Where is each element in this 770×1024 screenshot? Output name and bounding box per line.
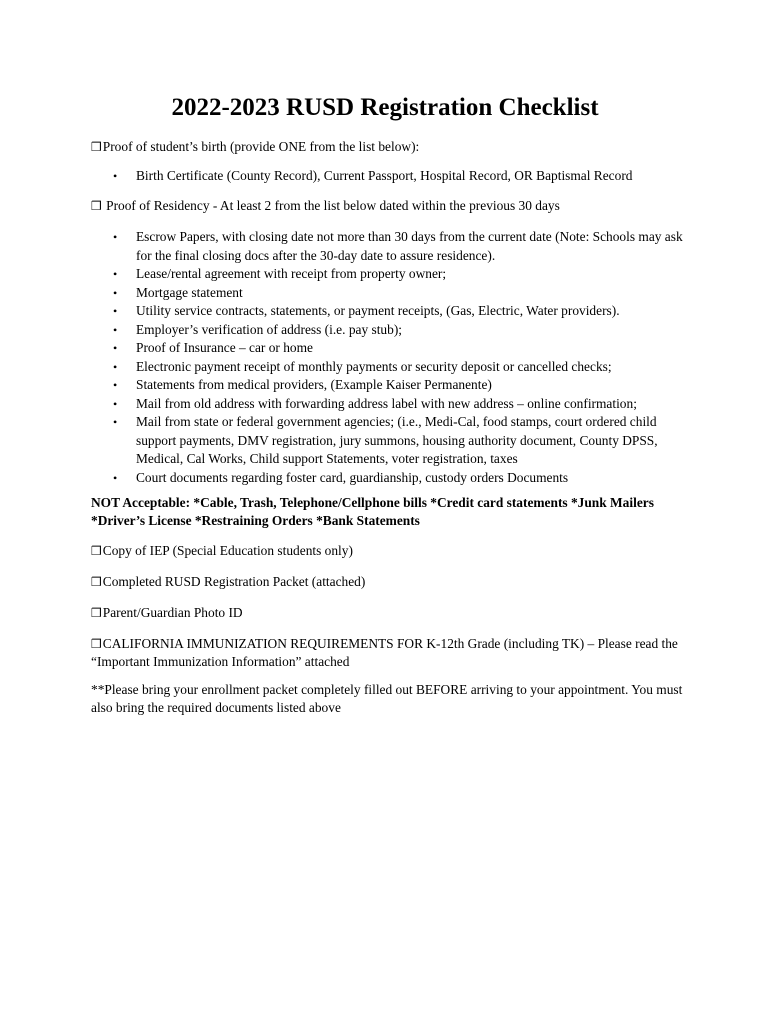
list-item-text: Lease/rental agreement with receipt from property owner; <box>136 266 447 281</box>
list-item <box>91 265 691 284</box>
checkbox-icon: ❒ <box>91 140 102 154</box>
list-item <box>91 339 691 358</box>
packet-label: Completed RUSD Registration Packet (attached) <box>102 574 366 589</box>
bullet-icon: • <box>113 378 118 392</box>
list-item-text: Birth Certificate (County Record), Current Passport, Hospital Record, OR Baptismal Record <box>136 168 633 183</box>
birth-proof-label: Proof of student’s birth (provide ONE from the list below): <box>102 139 420 154</box>
photo-id-label: Parent/Guardian Photo ID <box>102 605 243 620</box>
list-item-text: Utility service contracts, statements, or payment receipts, (Gas, Electric, Water providers). <box>136 303 620 318</box>
bullet-icon: • <box>113 359 118 374</box>
photo-id-item <box>91 604 691 622</box>
bullet-icon: • <box>113 341 118 355</box>
bullet-icon: • <box>113 169 118 183</box>
birth-proof-list <box>91 167 691 186</box>
checkbox-icon: ❒ <box>91 544 102 558</box>
list-item <box>91 376 691 395</box>
immunization-item <box>91 635 691 671</box>
bullet-icon: • <box>113 322 118 337</box>
list-item-text: Escrow Papers, with closing date not more than 30 days from the current date (Note: Schools may ask for the final closing docs after the 30-day date to assure residence). <box>136 229 683 263</box>
list-item <box>91 302 691 321</box>
immunization-label: CALIFORNIA IMMUNIZATION REQUIREMENTS FOR K-12th Grade (including TK) – Please read the “Important Immunization Information” attached <box>91 636 678 669</box>
bullet-icon: • <box>113 470 118 485</box>
birth-proof-heading <box>91 138 691 156</box>
list-item-text: Employer’s verification of address (i.e. pay stub); <box>136 321 403 337</box>
not-acceptable-notice: NOT Acceptable: *Cable, Trash, Telephone/Cellphone bills *Credit card statements *Junk Mailers *Driver’s License *Restraining Orders *Bank Statements <box>91 495 654 528</box>
list-item <box>91 395 691 414</box>
bullet-icon: • <box>113 230 118 244</box>
list-item-text: Proof of Insurance – car or home <box>136 340 313 355</box>
checkbox-icon: ❒ <box>91 199 102 213</box>
residency-proof-heading <box>91 197 691 215</box>
page-title: 2022-2023 RUSD Registration Checklist <box>171 94 599 121</box>
checkbox-icon: ❒ <box>91 606 102 620</box>
list-item-text: Electronic payment receipt of monthly payments or security deposit or cancelled checks; <box>136 358 612 374</box>
bullet-icon: • <box>113 396 118 411</box>
list-item <box>91 167 691 186</box>
iep-item <box>91 542 691 560</box>
enrollment-note: **Please bring your enrollment packet completely filled out BEFORE arriving to your appointment. You must also bring the required documents listed above <box>91 682 683 715</box>
list-item-text: Mail from state or federal government agencies; (i.e., Medi-Cal, food stamps, court ordered child support payments, DMV registration, jury summons, housing authority document, County DPSS, Medical, Cal Works, Child support Statements, voter registration, taxes <box>136 414 658 466</box>
residency-proof-label: Proof of Residency - At least 2 from the list below dated within the previous 30 days <box>106 198 560 213</box>
list-item <box>91 321 691 340</box>
packet-item <box>91 573 691 591</box>
list-item-text: Court documents regarding foster card, guardianship, custody orders Documents <box>136 469 569 485</box>
checkbox-icon: ❒ <box>91 637 102 651</box>
list-item-text: Mail from old address with forwarding address label with new address – online confirmation; <box>136 395 637 411</box>
bullet-icon: • <box>113 304 118 318</box>
list-item <box>91 228 691 265</box>
list-item <box>91 358 691 377</box>
bullet-icon: • <box>113 285 118 300</box>
list-item <box>91 469 691 488</box>
list-item-text: Statements from medical providers, (Example Kaiser Permanente) <box>136 377 492 392</box>
list-item-text: Mortgage statement <box>136 284 243 300</box>
bullet-icon: • <box>113 267 118 281</box>
iep-label: Copy of IEP (Special Education students only) <box>102 543 353 558</box>
bullet-icon: • <box>113 415 118 429</box>
list-item <box>91 284 691 303</box>
checkbox-icon: ❒ <box>91 575 102 589</box>
residency-proof-list <box>91 228 691 487</box>
list-item <box>91 413 691 469</box>
